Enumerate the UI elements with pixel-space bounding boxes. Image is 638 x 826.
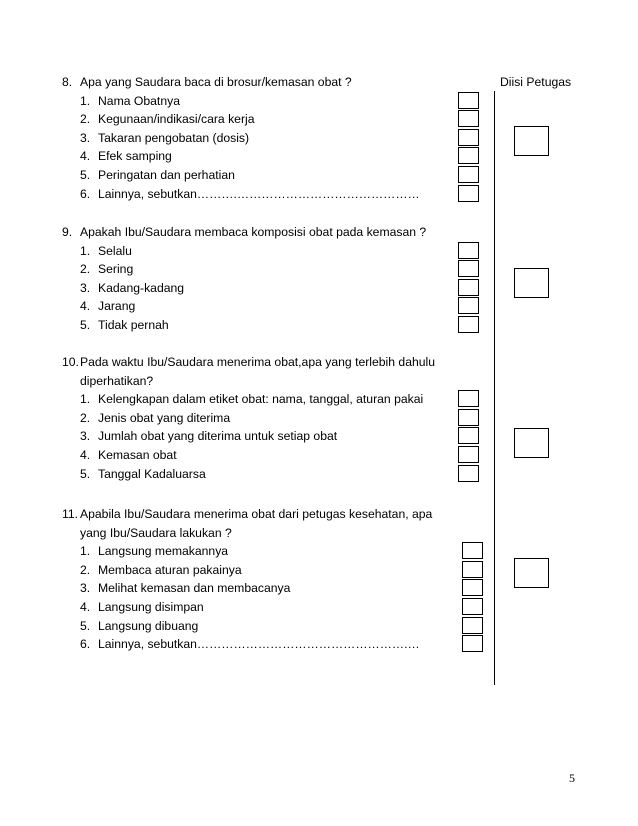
option-number: 5. [80, 618, 91, 633]
answer-checkbox[interactable] [458, 92, 479, 109]
officer-code-box[interactable] [514, 428, 549, 458]
option-number: 1. [80, 544, 91, 559]
answer-checkbox[interactable] [458, 185, 479, 202]
option-number: 6. [80, 637, 91, 652]
option-label: Tidak pernah [98, 318, 169, 332]
option-number: 2. [80, 562, 91, 577]
option-label: Takaran pengobatan (dosis) [98, 130, 250, 145]
answer-checkbox[interactable] [462, 635, 483, 652]
officer-code-box[interactable] [514, 268, 549, 298]
answer-checkbox[interactable] [458, 242, 479, 259]
option-label: Langsung memakannya [98, 544, 229, 559]
option-label: Kegunaan/indikasi/cara kerja [98, 112, 255, 127]
answer-checkbox[interactable] [458, 427, 479, 444]
option-number: 1. [80, 93, 91, 108]
question-text: Apabila Ibu/Saudara menerima obat dari petugas kesehatan, apa [80, 507, 433, 521]
option-label: Peringatan dan perhatian [98, 168, 235, 182]
option-number: 3. [80, 130, 91, 145]
option-number: 4. [80, 299, 91, 314]
option-label: Membaca aturan pakainya [98, 562, 242, 577]
option-label: Jumlah obat yang diterima untuk setiap obat [98, 429, 338, 444]
option-label: Lainnya, sebutkan…………………………………………….… [98, 637, 420, 652]
option-number: 5. [80, 168, 91, 182]
question-text: diperhatikan? [80, 373, 154, 388]
option-label: Jenis obat yang diterima [98, 410, 231, 425]
option-label: Sering [98, 262, 134, 277]
option-label: Nama Obatnya [98, 93, 180, 108]
page-number: 5 [569, 771, 575, 785]
option-label: Kadang-kadang [98, 280, 185, 295]
option-number: 4. [80, 600, 91, 614]
question-text: Apa yang Saudara baca di brosur/kemasan obat ? [80, 75, 352, 89]
option-number: 3. [80, 429, 91, 444]
answer-checkbox[interactable] [458, 297, 479, 314]
answer-checkbox[interactable] [462, 617, 483, 634]
answer-checkbox[interactable] [462, 542, 483, 559]
option-number: 4. [80, 448, 91, 462]
option-label: Melihat kemasan dan membacanya [98, 581, 291, 596]
answer-checkbox[interactable] [462, 561, 483, 578]
question-text: yang Ibu/Saudara lakukan ? [80, 525, 232, 540]
answer-checkbox[interactable] [462, 598, 483, 615]
option-label: Kemasan obat [98, 448, 177, 462]
question-text: Pada waktu Ibu/Saudara menerima obat,apa yang terlebih dahulu [80, 355, 436, 369]
option-label: Langsung disimpan [98, 600, 204, 614]
answer-checkbox[interactable] [458, 129, 479, 146]
option-number: 1. [80, 243, 91, 258]
option-number: 5. [80, 466, 91, 481]
question-number: 10. [62, 355, 79, 369]
officer-column-label: Diisi Petugas [500, 75, 572, 89]
answer-checkbox[interactable] [458, 279, 479, 296]
question-text: Apakah Ibu/Saudara membaca komposisi obat pada kemasan ? [80, 225, 427, 239]
answer-checkbox[interactable] [458, 166, 479, 183]
answer-checkbox[interactable] [458, 446, 479, 463]
option-number: 3. [80, 280, 91, 295]
answer-checkbox[interactable] [458, 409, 479, 426]
option-number: 2. [80, 262, 91, 277]
option-label: Kelengkapan dalam etiket obat: nama, tanggal, aturan pakai [98, 392, 424, 407]
option-number: 2. [80, 410, 91, 425]
option-label: Langsung dibuang [98, 618, 199, 633]
answer-checkbox[interactable] [458, 465, 479, 482]
answer-checkbox[interactable] [458, 260, 479, 277]
question-number: 11. [62, 507, 79, 521]
question-number: 9. [62, 225, 73, 239]
officer-code-box[interactable] [514, 558, 549, 588]
answer-checkbox[interactable] [458, 316, 479, 333]
officer-code-box[interactable] [514, 126, 549, 156]
option-number: 1. [80, 392, 91, 407]
answer-checkbox[interactable] [462, 579, 483, 596]
answer-checkbox[interactable] [458, 110, 479, 127]
option-label: Lainnya, sebutkan……….……………………………………… [98, 186, 420, 201]
option-number: 3. [80, 581, 91, 596]
option-number: 2. [80, 112, 91, 127]
option-label: Selalu [98, 243, 132, 258]
option-number: 6. [80, 186, 91, 201]
option-label: Tanggal Kadaluarsa [98, 466, 206, 481]
answer-checkbox[interactable] [458, 147, 479, 164]
option-number: 5. [80, 318, 91, 332]
question-number: 8. [62, 75, 73, 89]
option-label: Jarang [98, 299, 136, 314]
option-label: Efek samping [98, 149, 172, 164]
option-number: 4. [80, 149, 91, 164]
answer-checkbox[interactable] [458, 390, 479, 407]
officer-column-divider [494, 91, 495, 685]
